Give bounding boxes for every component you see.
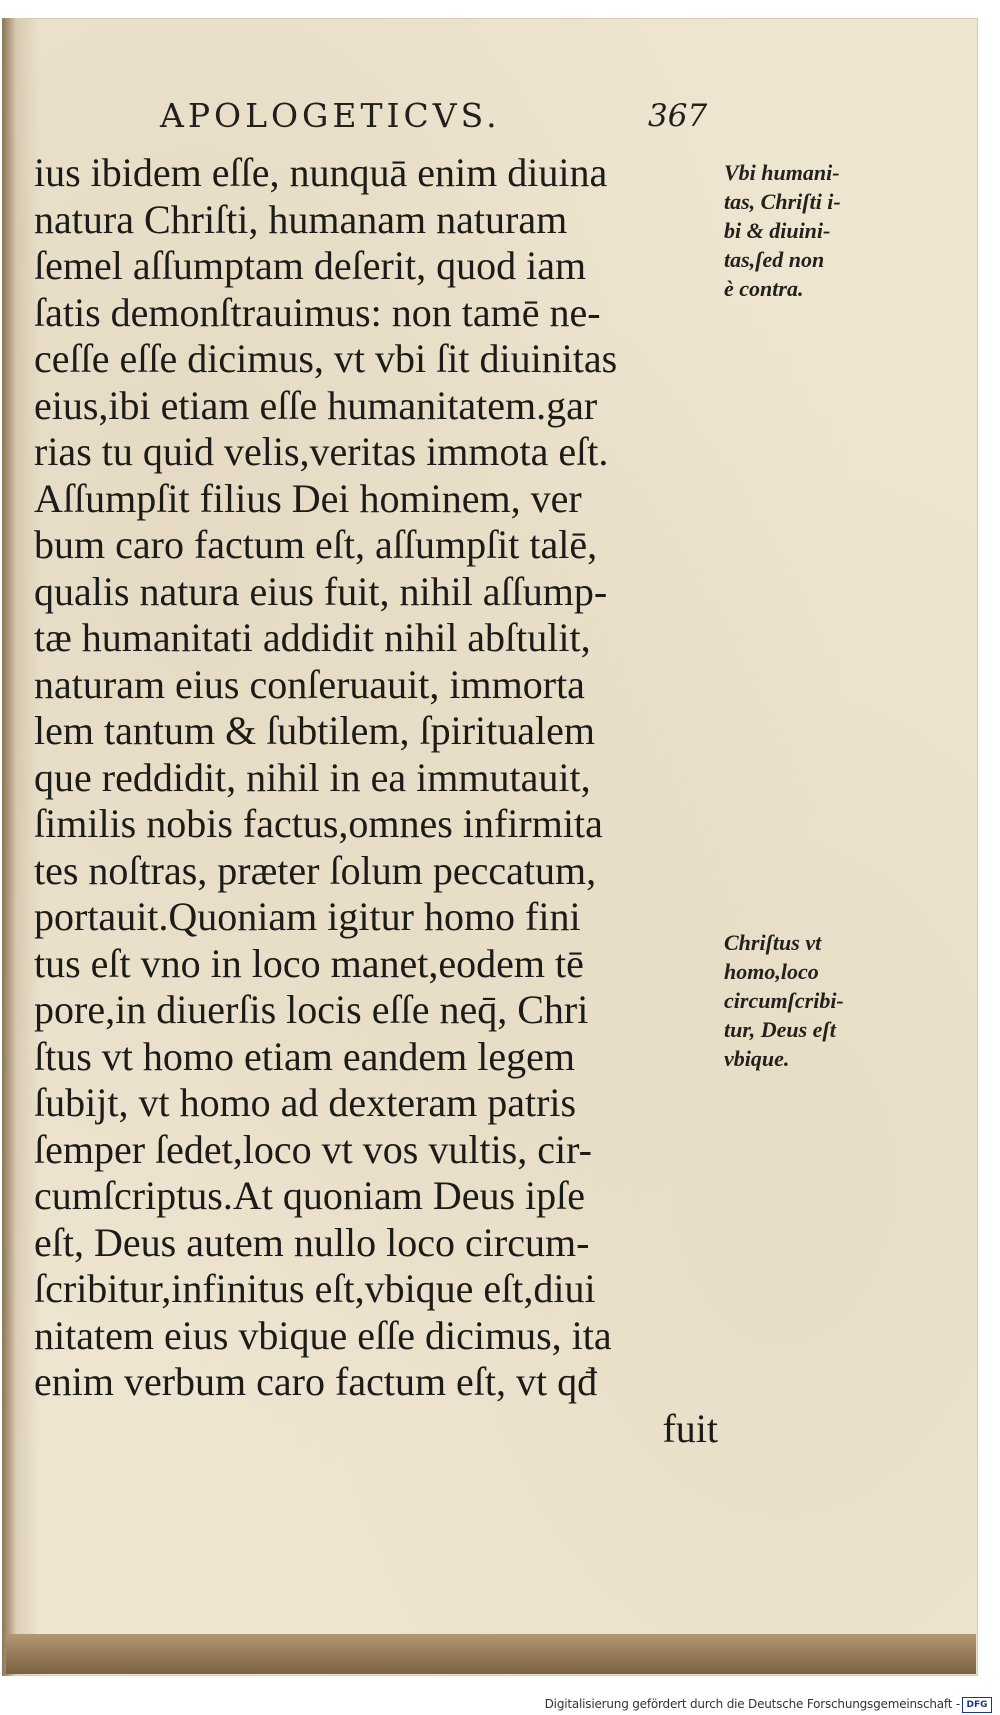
text-line: tes noſtras, præter ſolum peccatum, bbox=[34, 847, 597, 893]
marginal-note-line: è contra. bbox=[724, 276, 804, 301]
text-line: pore,in diuerſis locis eſſe neq̄, Chri bbox=[34, 987, 589, 1032]
marginal-note-line: tas, Chriſti i- bbox=[724, 189, 841, 214]
text-line: tus eſt vno in loco manet,eodem tē bbox=[34, 940, 584, 986]
marginal-note-line: homo,loco bbox=[724, 959, 819, 984]
text-line: que reddidit, nihil in ea immutauit, bbox=[34, 754, 591, 800]
text-line: ſatis demonſtrauimus: non tamē ne- bbox=[34, 289, 601, 335]
text-line: naturam eius conſeruauit, immorta bbox=[34, 661, 585, 707]
main-text-block bbox=[34, 150, 724, 1452]
text-line: rias tu quid velis,veritas immota eſt. bbox=[34, 429, 609, 474]
text-line: ſemper ſedet,loco vt vos vultis, cir- bbox=[34, 1126, 592, 1172]
text-line: eius,ibi etiam eſſe humanitatem.gar bbox=[34, 382, 598, 428]
marginal-note bbox=[724, 158, 900, 303]
text-line: ius ibidem eſſe, nunquā enim diuina bbox=[34, 150, 608, 195]
marginal-note-line: Chriſtus vt bbox=[724, 930, 822, 955]
text-line: ſimilis nobis factus,omnes infirmita bbox=[34, 801, 603, 846]
running-head-title: APOLOGETICVS. bbox=[160, 96, 501, 135]
text-line: lem tantum & ſubtilem, ſpiritualem bbox=[34, 708, 596, 753]
text-line: ſemel aſſumptam deſerit, quod iam bbox=[34, 243, 587, 288]
text-line: natura Chriſti, humanam naturam bbox=[34, 196, 568, 242]
text-line: tæ humanitati addidit nihil abſtulit, bbox=[34, 615, 591, 660]
text-line: ſtus vt homo etiam eandem legem bbox=[34, 1033, 575, 1079]
marginal-note bbox=[724, 928, 900, 1073]
marginal-note-line: vbique. bbox=[724, 1046, 790, 1071]
funding-notice: Digitalisierung gefördert durch die Deutsche Forschungsgemeinschaft - bbox=[544, 1697, 960, 1711]
page-bottom-edge bbox=[6, 1634, 976, 1674]
footer bbox=[0, 1694, 1000, 1715]
marginal-note-line: tas,ſed non bbox=[724, 247, 825, 272]
text-line: cumſcriptus.At quoniam Deus ipſe bbox=[34, 1173, 586, 1218]
page-gutter-shadow bbox=[2, 18, 16, 1676]
marginal-note-line: Vbi humani- bbox=[724, 160, 840, 185]
text-line: ſubijt, vt homo ad dexteram patris bbox=[34, 1080, 577, 1125]
page-number: 367 bbox=[648, 98, 708, 134]
marginal-note-line: circumſcribi- bbox=[724, 988, 844, 1013]
text-line: qualis natura eius fuit, nihil aſſump- bbox=[34, 568, 608, 614]
text-line: nitatem eius vbique eſſe dicimus, ita bbox=[34, 1312, 612, 1358]
text-line: portauit.Quoniam igitur homo fini bbox=[34, 894, 581, 939]
catchword: fuit bbox=[662, 1405, 718, 1451]
text-line: bum caro factum eſt, aſſumpſit talē, bbox=[34, 522, 598, 567]
text-line: Aſſumpſit filius Dei hominem, ver bbox=[34, 475, 582, 521]
text-line: eſt, Deus autem nullo loco circum- bbox=[34, 1219, 590, 1265]
marginal-note-line: bi & diuini- bbox=[724, 218, 831, 243]
running-head bbox=[160, 96, 720, 146]
text-line: ceſſe eſſe dicimus, vt vbi ſit diuinitas bbox=[34, 336, 618, 381]
text-line: enim verbum caro factum eſt, vt qđ bbox=[34, 1359, 598, 1404]
text-line: ſcribitur,infinitus eſt,vbique eſt,diui bbox=[34, 1266, 596, 1311]
marginal-note-line: tur, Deus eſt bbox=[724, 1017, 836, 1042]
dfg-logo: DFG bbox=[962, 1697, 992, 1713]
